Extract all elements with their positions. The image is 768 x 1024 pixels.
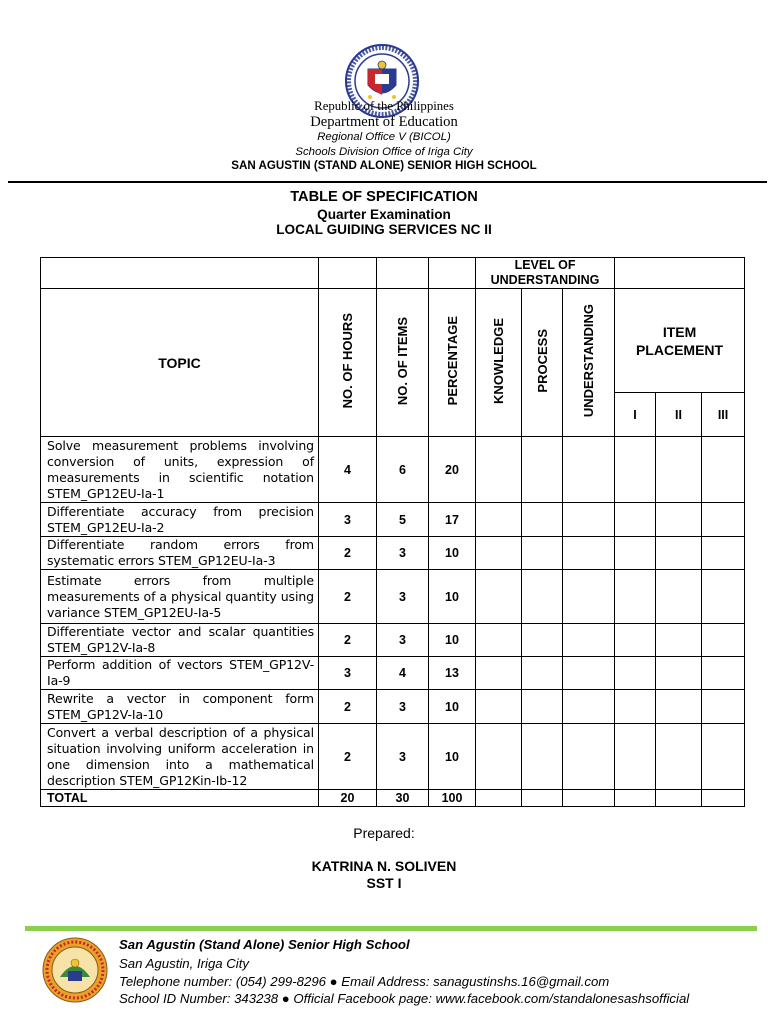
percentage-cell: 10 — [429, 537, 476, 570]
percentage-cell: 10 — [429, 624, 476, 657]
table-row — [41, 657, 745, 690]
placement-cell — [656, 437, 702, 503]
topic-cell: Estimate errors from multiple measurements of a physical quantity using variance STEM_GP12EU-Ia-5 — [41, 570, 319, 624]
table-row — [41, 503, 745, 537]
doc-title: TABLE OF SPECIFICATION — [290, 189, 478, 205]
placement-cell — [702, 657, 745, 690]
total-hours: 20 — [319, 790, 377, 807]
header-blank — [615, 258, 745, 289]
placement-cell — [702, 537, 745, 570]
placement-cell — [615, 437, 656, 503]
process-cell — [522, 624, 563, 657]
items-cell: 3 — [377, 570, 429, 624]
placement-cell — [615, 537, 656, 570]
preparer-name: KATRINA N. SOLIVEN — [311, 858, 457, 874]
school-logo — [42, 937, 108, 1003]
topic-cell: Convert a verbal description of a physical situation involving uniform acceleration in one dimension into a mathematical description STEM_GP12Kin-Ib-12 — [41, 724, 319, 790]
item-placement-header: ITEM PLACEMENT — [615, 289, 745, 393]
table-row — [41, 537, 745, 570]
placement-cell — [615, 724, 656, 790]
placement-cell — [656, 657, 702, 690]
items-cell: 6 — [377, 437, 429, 503]
understanding-cell — [563, 624, 615, 657]
items-cell: 3 — [377, 690, 429, 724]
doc-course: LOCAL GUIDING SERVICES NC II — [276, 222, 492, 237]
total-percentage: 100 — [429, 790, 476, 807]
placement-cell — [615, 570, 656, 624]
placement-cell — [615, 503, 656, 537]
knowledge-cell — [476, 503, 522, 537]
understanding-cell — [563, 503, 615, 537]
process-cell — [522, 724, 563, 790]
understanding-cell — [563, 657, 615, 690]
header-school: SAN AGUSTIN (STAND ALONE) SENIOR HIGH SCHOOL — [231, 159, 537, 172]
placement-cell — [656, 570, 702, 624]
total-label: TOTAL — [41, 790, 319, 807]
placement-col-ii: II — [656, 393, 702, 437]
hours-cell: 2 — [319, 724, 377, 790]
hours-cell: 2 — [319, 537, 377, 570]
placement-cell — [615, 624, 656, 657]
hours-cell: 2 — [319, 624, 377, 657]
topic-header: TOPIC — [41, 289, 319, 437]
process-cell — [522, 437, 563, 503]
header-republic: Republic of the Philippines — [314, 99, 454, 113]
placement-cell — [615, 690, 656, 724]
understanding-cell — [563, 570, 615, 624]
preparer-position: SST I — [366, 875, 402, 891]
understanding-header: UNDERSTANDING — [563, 289, 615, 437]
placement-cell — [615, 657, 656, 690]
table-row — [41, 690, 745, 724]
understanding-cell — [563, 437, 615, 503]
footer-contact: Telephone number: (054) 299-8296 ● Email Address: sanagustinshs.16@gmail.com — [119, 974, 610, 989]
topic-cell: Solve measurement problems involving conversion of units, expression of measurements in scientific notation STEM_GP12EU-Ia-1 — [41, 437, 319, 503]
placement-cell — [656, 624, 702, 657]
footer-divider — [25, 926, 757, 931]
placement-col-iii: III — [702, 393, 745, 437]
placement-cell — [656, 790, 702, 807]
table-row — [41, 724, 745, 790]
hours-cell: 2 — [319, 570, 377, 624]
placement-col-i: I — [615, 393, 656, 437]
items-cell: 5 — [377, 503, 429, 537]
placement-cell — [656, 690, 702, 724]
prepared-label: Prepared: — [353, 825, 415, 841]
knowledge-cell — [476, 724, 522, 790]
hours-cell: 3 — [319, 657, 377, 690]
process-cell — [522, 503, 563, 537]
total-items: 30 — [377, 790, 429, 807]
knowledge-cell — [476, 657, 522, 690]
percentage-cell: 10 — [429, 724, 476, 790]
table-row — [41, 437, 745, 503]
topic-cell: Differentiate vector and scalar quantities STEM_GP12V-Ia-8 — [41, 624, 319, 657]
process-header: PROCESS — [522, 289, 563, 437]
process-cell — [522, 537, 563, 570]
process-cell — [522, 570, 563, 624]
process-cell — [522, 690, 563, 724]
level-of-understanding-header: LEVEL OF UNDERSTANDING — [476, 258, 615, 289]
items-cell: 3 — [377, 537, 429, 570]
knowledge-cell — [476, 790, 522, 807]
knowledge-cell — [476, 437, 522, 503]
specification-table — [40, 257, 745, 807]
understanding-cell — [563, 724, 615, 790]
doc-subtitle: Quarter Examination — [317, 207, 451, 222]
header-blank — [377, 258, 429, 289]
understanding-cell — [563, 790, 615, 807]
header-blank — [429, 258, 476, 289]
hours-cell: 3 — [319, 503, 377, 537]
hours-header: NO. OF HOURS — [319, 289, 377, 437]
placement-cell — [702, 437, 745, 503]
percentage-header: PERCENTAGE — [429, 289, 476, 437]
placement-cell — [702, 724, 745, 790]
header-blank — [319, 258, 377, 289]
hours-cell: 2 — [319, 690, 377, 724]
understanding-cell — [563, 690, 615, 724]
footer-school-name: San Agustin (Stand Alone) Senior High School — [119, 937, 410, 952]
topic-cell: Differentiate accuracy from precision STEM_GP12EU-Ia-2 — [41, 503, 319, 537]
items-cell: 3 — [377, 724, 429, 790]
percentage-cell: 10 — [429, 570, 476, 624]
placement-cell — [702, 690, 745, 724]
process-cell — [522, 790, 563, 807]
items-cell: 4 — [377, 657, 429, 690]
process-cell — [522, 657, 563, 690]
placement-cell — [656, 537, 702, 570]
placement-cell — [615, 790, 656, 807]
knowledge-cell — [476, 690, 522, 724]
placement-cell — [702, 503, 745, 537]
header-divider — [8, 181, 767, 183]
header-division: Schools Division Office of Iriga City — [295, 146, 473, 158]
footer-address: San Agustin, Iriga City — [119, 956, 249, 971]
percentage-cell: 10 — [429, 690, 476, 724]
knowledge-cell — [476, 570, 522, 624]
topic-cell: Differentiate random errors from systematic errors STEM_GP12EU-Ia-3 — [41, 537, 319, 570]
topic-cell: Rewrite a vector in component form STEM_GP12V-Ia-10 — [41, 690, 319, 724]
total-row — [41, 790, 745, 807]
table-row — [41, 624, 745, 657]
placement-cell — [702, 570, 745, 624]
header-department: Department of Education — [310, 114, 458, 130]
knowledge-header: KNOWLEDGE — [476, 289, 522, 437]
items-header: NO. OF ITEMS — [377, 289, 429, 437]
percentage-cell: 17 — [429, 503, 476, 537]
knowledge-cell — [476, 624, 522, 657]
header-blank-topic — [41, 258, 319, 289]
topic-cell: Perform addition of vectors STEM_GP12V-Ia-9 — [41, 657, 319, 690]
placement-cell — [656, 503, 702, 537]
understanding-cell — [563, 537, 615, 570]
percentage-cell: 13 — [429, 657, 476, 690]
footer-school-id: School ID Number: 343238 ● Official Facebook page: www.facebook.com/standalonesashsofficial — [119, 991, 690, 1006]
hours-cell: 4 — [319, 437, 377, 503]
placement-cell — [656, 724, 702, 790]
items-cell: 3 — [377, 624, 429, 657]
percentage-cell: 20 — [429, 437, 476, 503]
knowledge-cell — [476, 537, 522, 570]
placement-cell — [702, 624, 745, 657]
table-row — [41, 570, 745, 624]
placement-cell — [702, 790, 745, 807]
header-region: Regional Office V (BICOL) — [317, 131, 451, 143]
